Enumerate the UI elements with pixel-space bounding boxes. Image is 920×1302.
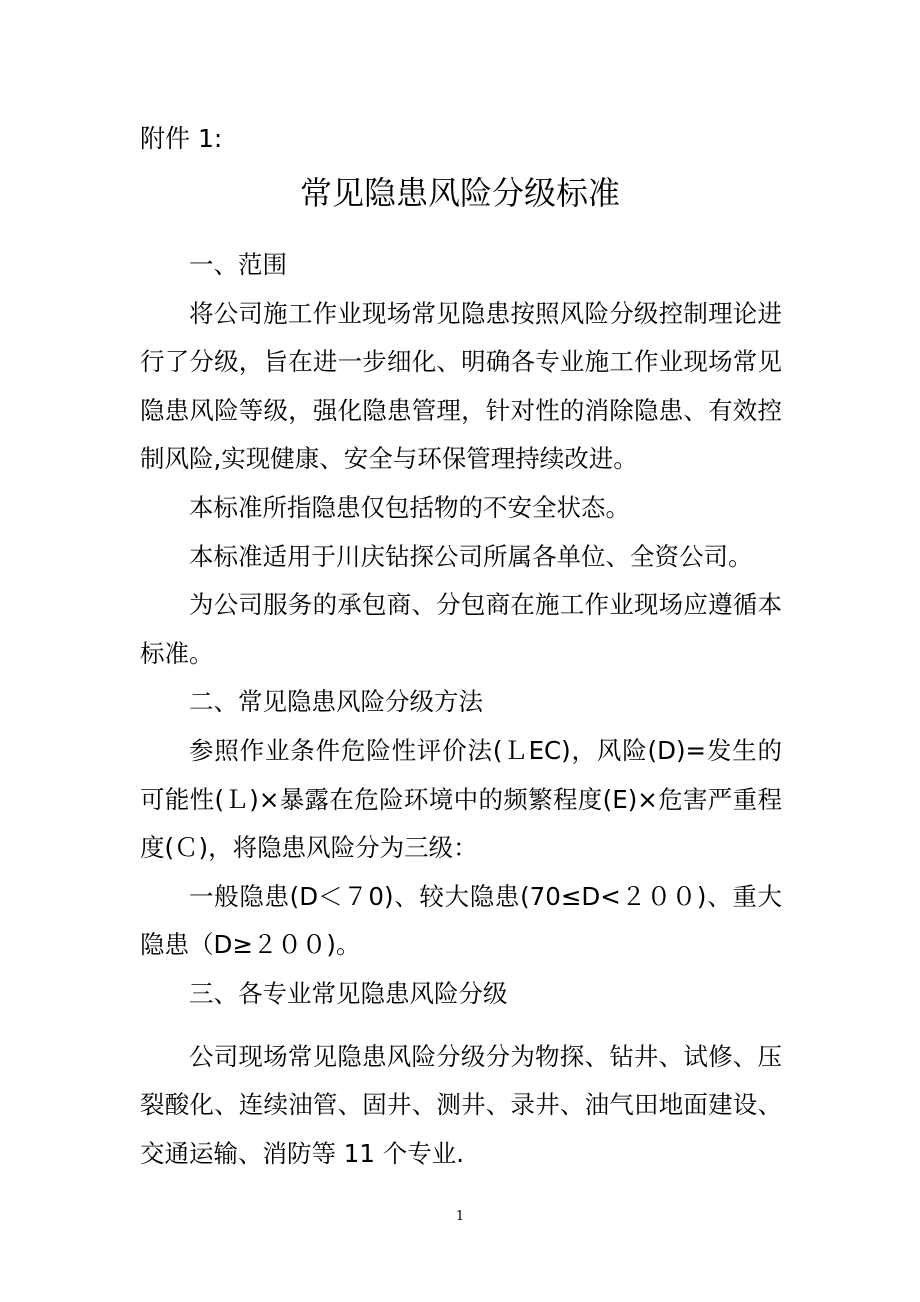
document-title: 常见隐患风险分级标准 <box>299 174 620 212</box>
section-heading-grading: 三、各专业常见隐患风险分级 <box>189 978 508 1008</box>
paragraph: 一般隐患(D＜７0)、较大隐患(70≤D<２００)、重大隐患（D≥２００)。 <box>140 881 782 960</box>
section-heading-scope: 一、范围 <box>189 250 287 279</box>
paragraph: 公司现场常见隐患风险分级分为物探、钻井、试修、压裂酸化、连续油管、固井、测井、录井、油气田地面建设、交通运输、消防等 11 个专业. <box>140 1041 782 1168</box>
paragraph: 本标准适用于川庆钻探公司所属各单位、全资公司。 <box>189 541 753 571</box>
attachment-label: 附件 1: <box>140 124 223 153</box>
paragraph: 参照作业条件危险性评价法(ＬEC)，风险(D)=发生的可能性(Ｌ)×暴露在危险环境中的频繁程度(E)×危害严重程度(Ｃ)，将隐患风险分为三级： <box>140 735 782 863</box>
paragraph: 为公司服务的承包商、分包商在施工作业现场应遵循本标准。 <box>140 590 782 668</box>
paragraph: 本标准所指隐患仅包括物的不安全状态。 <box>189 492 630 522</box>
paragraph: 将公司施工作业现场常见隐患按照风险分级控制理论进行了分级，旨在进一步细化、明确各专业施工作业现场常见隐患风险等级，强化隐患管理，针对性的消除隐患、有效控制风险,实现健康、安全与环保管理持续改进。 <box>140 298 782 474</box>
section-heading-method: 二、常见隐患风险分级方法 <box>189 687 483 717</box>
document-body <box>140 241 782 1178</box>
page-number: 1 <box>455 1209 465 1224</box>
